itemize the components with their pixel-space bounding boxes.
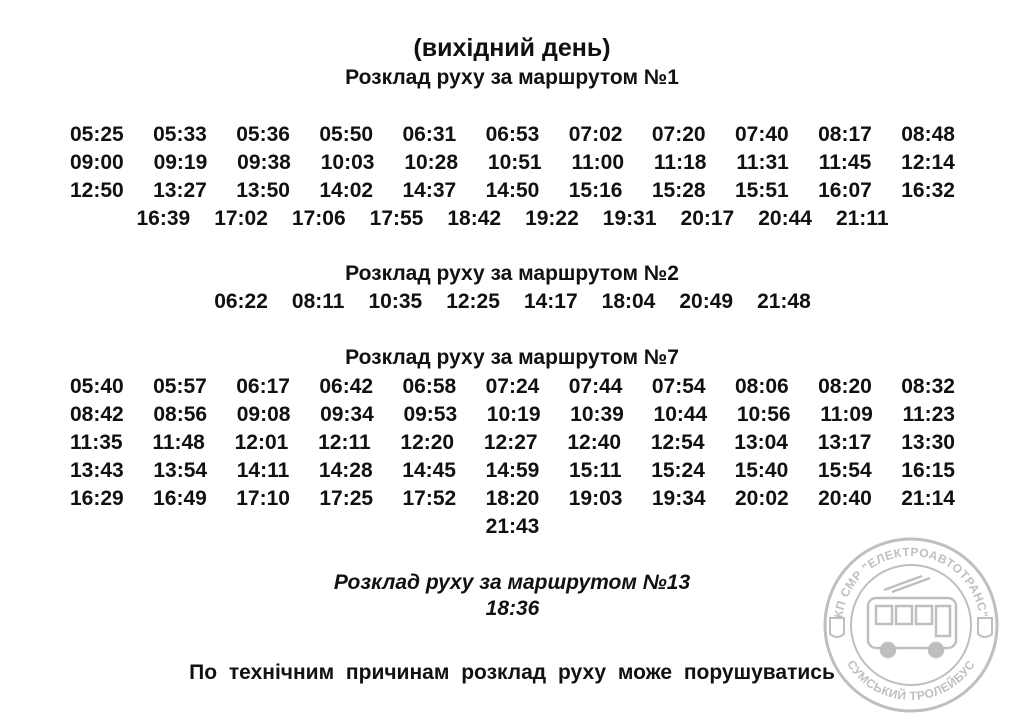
departure-time: 05:33 bbox=[153, 123, 207, 146]
departure-time: 06:53 bbox=[485, 123, 540, 146]
departure-time: 09:00 bbox=[70, 151, 124, 174]
departure-time: 21:14 bbox=[901, 487, 955, 510]
departure-time: 11:09 bbox=[820, 403, 873, 426]
time-row bbox=[70, 149, 955, 177]
departure-time: 11:45 bbox=[818, 151, 872, 174]
departure-time: 12:11 bbox=[318, 431, 371, 454]
departure-time: 12:40 bbox=[567, 431, 622, 454]
departure-time: 12:14 bbox=[901, 151, 955, 174]
departure-time: 08:56 bbox=[153, 403, 208, 426]
time-row bbox=[70, 401, 955, 429]
departure-time: 12:20 bbox=[400, 431, 455, 454]
departure-time: 08:06 bbox=[735, 375, 789, 398]
departure-time: 16:39 bbox=[136, 207, 191, 230]
route-1-title: Розклад руху за маршрутом №1 bbox=[345, 66, 679, 89]
departure-time: 05:50 bbox=[319, 123, 374, 146]
departure-time: 12:50 bbox=[70, 179, 124, 202]
departure-time: 13:17 bbox=[817, 431, 872, 454]
company-stamp bbox=[822, 536, 1000, 714]
departure-time: 14:50 bbox=[485, 179, 540, 202]
departure-time: 21:11 bbox=[835, 207, 889, 230]
departure-time: 11:00 bbox=[571, 151, 625, 174]
departure-time: 17:52 bbox=[402, 487, 457, 510]
departure-time: 14:59 bbox=[485, 459, 540, 482]
departure-time: 15:16 bbox=[568, 179, 623, 202]
stamp-bottom-text: СУМСЬКИЙ ТРОЛЕЙБУС bbox=[844, 657, 978, 704]
departure-time: 05:40 bbox=[70, 375, 124, 398]
departure-time: 07:40 bbox=[735, 123, 789, 146]
departure-time: 15:11 bbox=[569, 459, 622, 482]
departure-time: 15:54 bbox=[817, 459, 872, 482]
departure-time: 18:36 bbox=[485, 597, 540, 620]
time-row bbox=[70, 205, 955, 233]
departure-time: 07:20 bbox=[651, 123, 706, 146]
departure-time: 14:28 bbox=[318, 459, 373, 482]
departure-time: 07:24 bbox=[485, 375, 540, 398]
departure-time: 19:22 bbox=[525, 207, 579, 230]
departure-time: 15:24 bbox=[651, 459, 705, 482]
departure-time: 10:56 bbox=[736, 403, 791, 426]
departure-time: 15:28 bbox=[651, 179, 706, 202]
departure-time: 06:22 bbox=[214, 290, 268, 313]
departure-time: 05:25 bbox=[70, 123, 124, 146]
departure-time: 18:04 bbox=[601, 290, 656, 313]
time-row bbox=[70, 485, 955, 513]
departure-time: 08:42 bbox=[70, 403, 124, 426]
departure-time: 10:28 bbox=[404, 151, 459, 174]
departure-time: 07:54 bbox=[651, 375, 706, 398]
departure-time: 12:54 bbox=[650, 431, 705, 454]
stamp-top-text: КП СМР "ЕЛЕКТРОАВТОТРАНС" bbox=[831, 544, 991, 619]
departure-time: 14:02 bbox=[319, 179, 374, 202]
departure-time: 14:17 bbox=[523, 290, 578, 313]
departure-time: 10:35 bbox=[368, 290, 423, 313]
departure-time: 05:57 bbox=[153, 375, 207, 398]
time-row bbox=[70, 177, 955, 205]
departure-time: 16:32 bbox=[901, 179, 955, 202]
departure-time: 06:31 bbox=[402, 123, 457, 146]
departure-time: 09:34 bbox=[320, 403, 374, 426]
departure-time: 09:38 bbox=[237, 151, 291, 174]
departure-time: 13:54 bbox=[153, 459, 208, 482]
departure-time: 11:18 bbox=[653, 151, 707, 174]
departure-time: 11:31 bbox=[736, 151, 789, 174]
departure-time: 10:39 bbox=[570, 403, 624, 426]
departure-time: 13:50 bbox=[236, 179, 290, 202]
departure-time: 11:35 bbox=[70, 431, 123, 454]
departure-time: 20:17 bbox=[680, 207, 735, 230]
departure-time: 19:34 bbox=[651, 487, 706, 510]
departure-time: 13:04 bbox=[734, 431, 788, 454]
departure-time: 16:15 bbox=[901, 459, 955, 482]
departure-time: 20:40 bbox=[818, 487, 872, 510]
day-type-heading: (вихідний день) bbox=[413, 34, 611, 62]
departure-time: 06:58 bbox=[402, 375, 457, 398]
time-row bbox=[70, 457, 955, 485]
departure-time: 12:01 bbox=[234, 431, 289, 454]
departure-time: 08:48 bbox=[901, 123, 955, 146]
departure-time: 13:30 bbox=[901, 431, 955, 454]
departure-time: 11:48 bbox=[152, 431, 205, 454]
departure-time: 13:43 bbox=[70, 459, 124, 482]
departure-time: 14:37 bbox=[402, 179, 457, 202]
departure-time: 07:44 bbox=[568, 375, 623, 398]
departure-time: 18:42 bbox=[447, 207, 502, 230]
disruption-notice: По технічним причинам розклад руху може порушуватись bbox=[189, 661, 835, 684]
time-row bbox=[70, 288, 955, 316]
departure-time: 20:49 bbox=[679, 290, 734, 313]
departure-time: 16:29 bbox=[70, 487, 124, 510]
departure-time: 21:43 bbox=[485, 515, 540, 538]
departure-time: 05:36 bbox=[236, 123, 290, 146]
departure-time: 14:11 bbox=[236, 459, 290, 482]
departure-time: 09:53 bbox=[403, 403, 458, 426]
departure-time: 18:20 bbox=[485, 487, 540, 510]
departure-time: 07:02 bbox=[568, 123, 623, 146]
departure-time: 12:25 bbox=[446, 290, 500, 313]
route-7-times bbox=[70, 373, 955, 541]
departure-time: 06:42 bbox=[319, 375, 374, 398]
departure-time: 17:02 bbox=[214, 207, 268, 230]
departure-time: 19:03 bbox=[568, 487, 623, 510]
departure-time: 16:07 bbox=[818, 179, 872, 202]
departure-time: 12:27 bbox=[483, 431, 538, 454]
departure-time: 21:48 bbox=[757, 290, 811, 313]
departure-time: 09:08 bbox=[236, 403, 291, 426]
departure-time: 08:20 bbox=[818, 375, 872, 398]
departure-time: 15:40 bbox=[734, 459, 789, 482]
departure-time: 13:27 bbox=[153, 179, 207, 202]
departure-time: 14:45 bbox=[402, 459, 456, 482]
departure-time: 06:17 bbox=[236, 375, 290, 398]
departure-time: 17:25 bbox=[319, 487, 374, 510]
route-13-title: Розклад руху за маршрутом №13 bbox=[333, 571, 691, 594]
departure-time: 10:44 bbox=[653, 403, 708, 426]
departure-time: 08:17 bbox=[818, 123, 872, 146]
trolleybus-icon bbox=[868, 576, 956, 657]
departure-time: 11:23 bbox=[902, 403, 955, 426]
departure-time: 20:44 bbox=[758, 207, 812, 230]
departure-time: 10:03 bbox=[320, 151, 375, 174]
time-row bbox=[70, 429, 955, 457]
time-row bbox=[70, 121, 955, 149]
departure-time: 17:55 bbox=[369, 207, 424, 230]
route-7-title: Розклад руху за маршрутом №7 bbox=[345, 346, 679, 369]
departure-time: 08:32 bbox=[901, 375, 955, 398]
departure-time: 16:49 bbox=[153, 487, 207, 510]
time-row bbox=[70, 373, 955, 401]
departure-time: 09:19 bbox=[153, 151, 208, 174]
departure-time: 10:19 bbox=[486, 403, 541, 426]
route-2-times bbox=[70, 288, 955, 316]
departure-time: 17:06 bbox=[291, 207, 346, 230]
departure-time: 20:02 bbox=[735, 487, 789, 510]
departure-time: 19:31 bbox=[602, 207, 657, 230]
departure-time: 10:51 bbox=[487, 151, 542, 174]
route-2-title: Розклад руху за маршрутом №2 bbox=[345, 262, 679, 285]
departure-time: 15:51 bbox=[735, 179, 789, 202]
departure-time: 17:10 bbox=[236, 487, 290, 510]
departure-time: 08:11 bbox=[291, 290, 345, 313]
route-1-times bbox=[70, 121, 955, 233]
